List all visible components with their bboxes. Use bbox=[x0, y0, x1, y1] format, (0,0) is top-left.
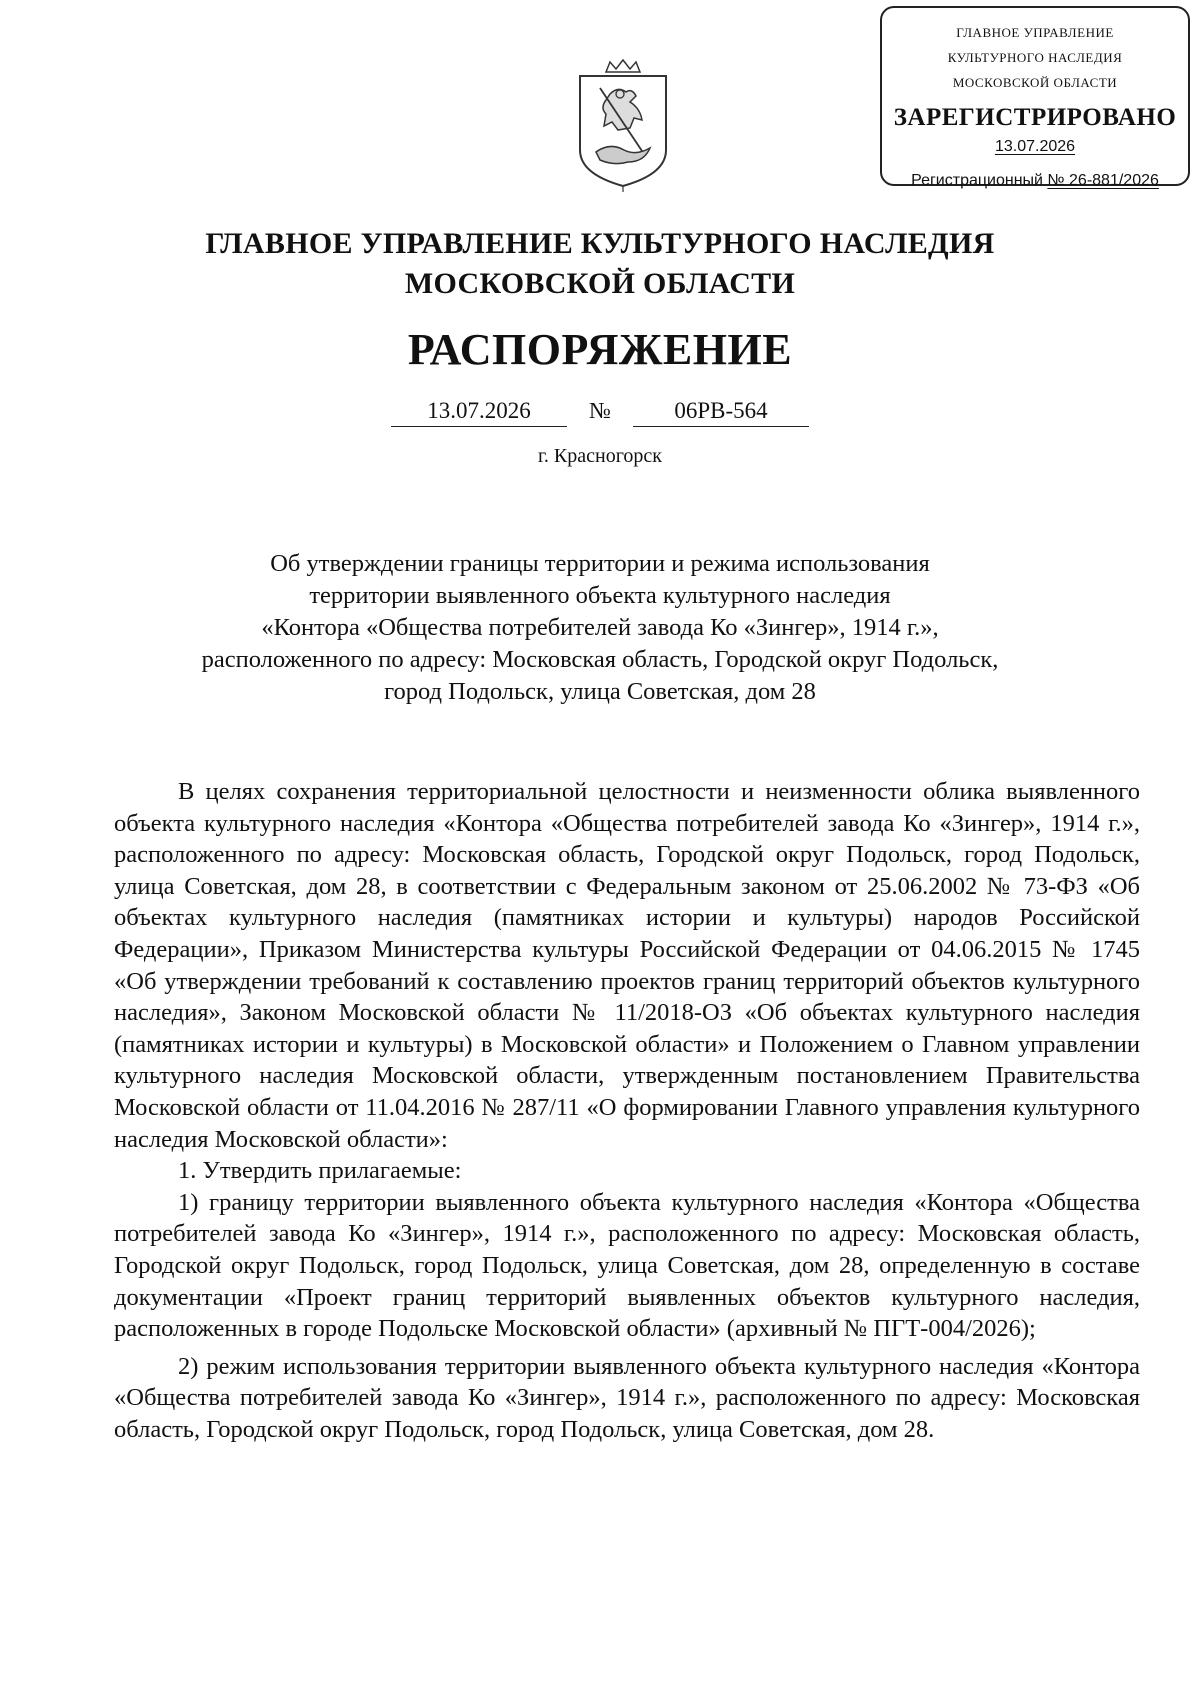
clause-1-1: 1) границу территории выявленного объекта культурного наследия «Контора «Общества потребителей завода Ко «Зингер», 1914 г.», расположенного по адресу: Московская область, Городской округ Подольск, город Подольск, улица Советская, дом 28, определенную в составе документации «Проект границ территорий выявленных объектов культурного наследия, расположенных в городе Подольске Московской области» (архивный № ПГТ-004/2026); bbox=[114, 1188, 1140, 1343]
document-body bbox=[114, 776, 1140, 1445]
document-date-number bbox=[0, 396, 1200, 427]
document-date: 13.07.2026 bbox=[391, 396, 567, 427]
document-number: 06РВ-564 bbox=[633, 396, 809, 427]
subject-line: «Контора «Общества потребителей завода Ко «Зингер», 1914 г.», bbox=[261, 614, 939, 641]
subject-line: город Подольск, улица Советская, дом 28 bbox=[384, 678, 816, 705]
stamp-org-line: КУЛЬТУРНОГО НАСЛЕДИЯ bbox=[947, 50, 1123, 65]
stamp-number-label: Регистрационный bbox=[911, 172, 1043, 189]
stamp-date: 13.07.2026 bbox=[994, 138, 1076, 155]
authority-title bbox=[0, 224, 1200, 304]
stamp-organization bbox=[882, 20, 1188, 95]
number-sign: № bbox=[589, 398, 611, 423]
authority-title-line: МОСКОВСКОЙ ОБЛАСТИ bbox=[404, 267, 796, 300]
subject-line: Об утверждении границы территории и режима использования bbox=[270, 550, 930, 577]
stamp-status: ЗАРЕГИСТРИРОВАНО bbox=[893, 104, 1177, 131]
clause-1: 1. Утвердить прилагаемые: bbox=[178, 1157, 462, 1185]
registration-stamp bbox=[880, 6, 1190, 189]
moscow-region-coat-of-arms-icon bbox=[570, 58, 676, 192]
stamp-org-line: МОСКОВСКОЙ ОБЛАСТИ bbox=[952, 75, 1118, 90]
document-city: г. Красногорск bbox=[537, 445, 663, 467]
authority-title-line: ГЛАВНОЕ УПРАВЛЕНИЕ КУЛЬТУРНОГО НАСЛЕДИЯ bbox=[205, 227, 995, 260]
stamp-number-value: № 26-881/2026 bbox=[1047, 172, 1159, 189]
preamble-paragraph: В целях сохранения территориальной целостности и неизменности облика выявленного объекта культурного наследия «Контора «Общества потребителей завода Ко «Зингер», 1914 г.», расположенного по адресу: Московская область, Городской округ Подольск, город Подольск, улица Советская, дом 28, в соответствии с Федеральным законом от 25.06.2002 № 73-ФЗ «Об объектах культурного наследия (памятниках истории и культуры) народов Российской Федерации», Приказом Министерства культуры Российской Федерации от 04.06.2015 № 1745 «Об утверждении требований к составлению проектов границ территорий объектов культурного наследия», Законом Московской области № 11/2018-ОЗ «Об объектах культурного наследия (памятниках истории и культуры) в Московской области» и Положением о Главном управлении культурного наследия Московской области, утвержденным постановлением Правительства Московской области от 11.04.2016 № 287/11 «О формировании Главного управления культурного наследия Московской области»: bbox=[114, 778, 1140, 1153]
subject-line: расположенного по адресу: Московская область, Городской округ Подольск, bbox=[201, 646, 999, 673]
document-subject bbox=[150, 548, 1050, 708]
subject-line: территории выявленного объекта культурного наследия bbox=[309, 582, 891, 609]
clause-1-2: 2) режим использования территории выявленного объекта культурного наследия «Контора «Общества потребителей завода Ко «Зингер», 1914 г.», расположенного по адресу: Московская область, Городской округ Подольск, город Подольск, улица Советская, дом 28. bbox=[114, 1352, 1140, 1443]
stamp-org-line: ГЛАВНОЕ УПРАВЛЕНИЕ bbox=[956, 25, 1114, 40]
stamp-registration-number bbox=[882, 171, 1188, 191]
document-type: РАСПОРЯЖЕНИЕ bbox=[407, 325, 793, 374]
